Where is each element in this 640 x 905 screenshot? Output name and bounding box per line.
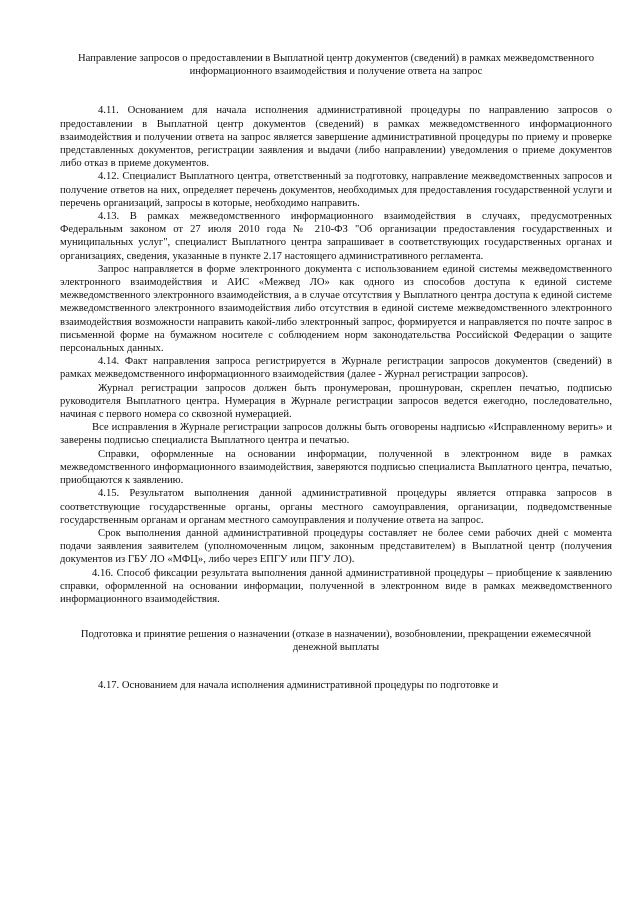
paragraph-4-14: 4.14. Факт направления запроса регистрируется в Журнале регистрации запросов документов (сведений) в рамках межведомственного информационного взаимодействия (далее - Журнал регистрации запросов). [60,356,612,381]
paragraph-certificates: Справки, оформленные на основании информации, полученной в электронном виде в рамках межведомственного информационного взаимодействия, заверяются подписью специалиста Выплатного центра, печатью, приобщаются к заявлению. [60,448,612,487]
paragraph-deadline: Срок выполнения данной административной процедуры составляет не более семи рабочих дней с момента подачи заявления заявителем (уполномоченным лицом, законным представителем) в Выплатной центр (получения документов из ГБУ ЛО «МФЦ», либо через ЕПГУ или ПГУ ЛО). [60,527,612,566]
section-heading: Направление запросов о предоставлении в Выплатной центр документов (сведений) в рамках межведомственного информационного взаимодействия и получение ответа на запрос [77,53,595,78]
paragraph-request-form: Запрос направляется в форме электронного документа с использованием единой системы межведомственного электронного взаимодействия и АИС «Межвед ЛО» как одного из способов доступа к единой системе межведомственного электронного взаимодействия, а в случае отсутствия у Выплатного центра доступа к единой системе межведомственного электронного взаимодействия либо отсутствия в единой системе межведомственного электронного взаимодействия возможности направить какой-либо электронный запрос, формируется и направляется по почте запрос в письменной форме на бумажном носителе с соблюдением норм законодательства Российской Федерации о защите персональных данных. [60,263,612,355]
paragraph-4-11: 4.11. Основанием для начала исполнения административной процедуры по направлению запросов о предоставлении в Выплатной центр документов (сведений) в рамках межведомственного информационного взаимодействия и получении ответа на запрос является завершение административной процедуры по приему и проверке представленных документов, регистрации заявления и выдачи (либо направлении) уведомления о приеме документов либо отказ в приеме документов. [60,105,612,170]
paragraph-corrections: Все исправления в Журнале регистрации запросов должны быть оговорены надписью «Исправленному верить» и заверены подписью специалиста Выплатного центра и печатью. [60,422,612,447]
paragraph-4-12: 4.12. Специалист Выплатного центра, ответственный за подготовку, направление межведомственных запросов и получение ответов на них, определяет перечень документов, необходимых для предоставления государственной услуги и перечень организаций, запросы в которые, необходимо направить. [60,171,612,209]
paragraph-4-16: 4.16. Способ фиксации результата выполнения данной административной процедуры – приобщение к заявлению справки, оформленной на основании информации, полученной в электронном виде в рамках межведомственного информационного взаимодействия. [60,567,612,605]
paragraph-journal: Журнал регистрации запросов должен быть пронумерован, прошнурован, скреплен печатью, подписью руководителя Выплатного центра. Нумерация в Журнале регистрации запросов ведется ежегодно, последовательно, начиная с первого номера со сквозной нумерацией. [60,382,612,421]
paragraph-4-13: 4.13. В рамках межведомственного информационного взаимодействия в случаях, предусмотренных Федеральным законом от 27 июля 2010 года № 210-ФЗ "Об организации предоставления государственных и муниципальных услуг", специалист Выплатного центра запрашивает в соответствующих государственных органах и организациях, сведения, указанные в пункте 2.17 настоящего административного регламента. [60,211,612,262]
section-heading-2: Подготовка и принятие решения о назначении (отказе в назначении), возобновлении, прекращении ежемесячной денежной выплаты [80,629,592,654]
paragraph-4-17: 4.17. Основанием для начала исполнения административной процедуры по подготовке и [98,679,499,691]
paragraph-4-15: 4.15. Результатом выполнения данной административной процедуры является отправка запросов в соответствующие государственные органы, органы местного самоуправления, организации, подведомственные государственным органам и органам местного самоуправления и получение ответа на запрос. [60,488,612,526]
